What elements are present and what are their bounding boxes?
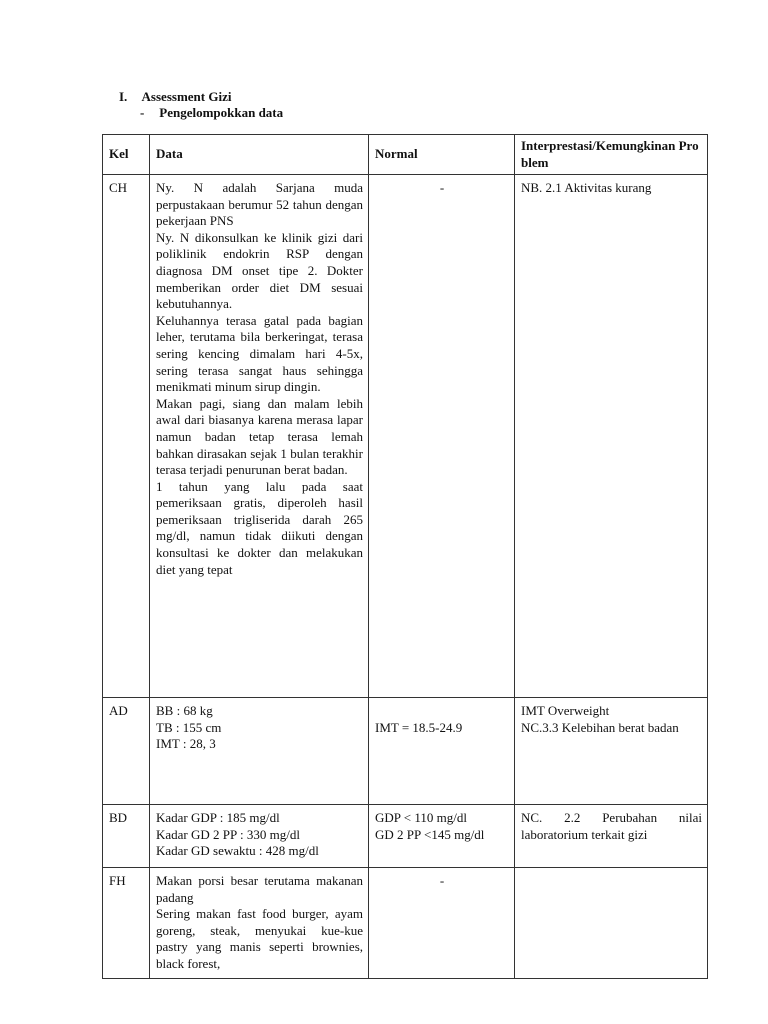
normal-cell: -	[369, 175, 515, 698]
section-number: I.	[119, 89, 128, 104]
data-cell	[150, 698, 369, 805]
header-normal: Normal	[369, 135, 515, 175]
normal-line: GDP < 110 mg/dl	[375, 810, 467, 825]
section-heading	[119, 89, 231, 105]
kel-cell: AD	[103, 698, 150, 805]
data-line: Kadar GDP : 185 mg/dl	[156, 810, 280, 825]
section-title: Assessment Gizi	[141, 89, 232, 104]
assessment-table	[102, 134, 708, 979]
data-paragraph: Keluhannya terasa gatal pada bagian leher, terutama bila berkeringat, terasa sering kencing dimalam hari 4-5x, sering terasa sangat haus sehingga menikmati minum sirup dingin.	[156, 312, 363, 395]
interpretasi-cell	[515, 698, 708, 805]
data-paragraph: Makan porsi besar terutama makanan padang	[156, 873, 363, 905]
data-cell	[150, 868, 369, 979]
subsection-title: Pengelompokkan data	[159, 105, 284, 120]
data-cell	[150, 805, 369, 868]
data-line: Kadar GD 2 PP : 330 mg/dl	[156, 826, 300, 842]
table-row-fh	[103, 868, 708, 979]
data-paragraph: Ny. N dikonsulkan ke klinik gizi dari poliklinik endokrin RSP dengan diagnosa DM onset tipe 2. Dokter memberikan order diet DM sesuai kebutuhannya.	[156, 229, 363, 312]
data-line: BB : 68 kg	[156, 703, 213, 718]
subsection-dash: -	[140, 105, 145, 120]
normal-line: GD 2 PP <145 mg/dl	[375, 826, 485, 842]
interpretasi-cell	[515, 175, 708, 698]
interpretasi-line: NB. 2.1 Aktivitas kurang	[521, 180, 652, 195]
interpretasi-cell	[515, 805, 708, 868]
normal-cell	[369, 698, 515, 805]
data-line: IMT : 28, 3	[156, 736, 216, 752]
header-interpretasi: Interprestasi/Kemungkinan Problem	[515, 135, 708, 175]
kel-cell: FH	[103, 868, 150, 979]
interpretasi-line: IMT Overweight	[521, 703, 610, 718]
header-kel: Kel	[103, 135, 150, 175]
interpretasi-paragraph: NC. 2.2 Perubahan nilai laboratorium terkait gizi	[521, 810, 702, 842]
normal-cell	[369, 805, 515, 868]
interpretasi-paragraph: NC.3.3 Kelebihan berat badan	[521, 719, 679, 735]
table-row-bd	[103, 805, 708, 868]
normal-cell: -	[369, 868, 515, 979]
data-line: TB : 155 cm	[156, 719, 222, 735]
normal-line: IMT = 18.5-24.9	[375, 720, 463, 735]
subsection-heading	[140, 105, 283, 121]
data-clip	[156, 873, 363, 976]
data-paragraph: 1 tahun yang lalu pada saat pemeriksaan gratis, diperoleh hasil pemeriksaan trigliserida darah 265 mg/dl, namun tidak diikuti dengan konsultasi ke dokter dan melakukan diet yang tepat	[156, 478, 363, 577]
data-line: Kadar GD sewaktu : 428 mg/dl	[156, 843, 319, 859]
kel-cell: BD	[103, 805, 150, 868]
kel-cell: CH	[103, 175, 150, 698]
header-data: Data	[150, 135, 369, 175]
table-row-ad	[103, 698, 708, 805]
data-cell	[150, 175, 369, 698]
data-paragraph: Sering makan fast food burger, ayam goreng, steak, menyukai kue-kue pastry yang manis seperti brownies, black forest,	[156, 906, 363, 971]
data-paragraph: Ny. N adalah Sarjana muda perpustakaan berumur 52 tahun dengan pekerjaan PNS	[156, 180, 363, 229]
data-paragraph: Makan pagi, siang dan malam lebih awal dari biasanya karena merasa lapar namun badan tetap terasa lemah bahkan dirasakan sejak 1 bulan terakhir terasa terjadi penurunan berat badan.	[156, 395, 363, 478]
table-row-ch	[103, 175, 708, 698]
interpretasi-cell	[515, 868, 708, 979]
table-header-row	[103, 135, 708, 175]
